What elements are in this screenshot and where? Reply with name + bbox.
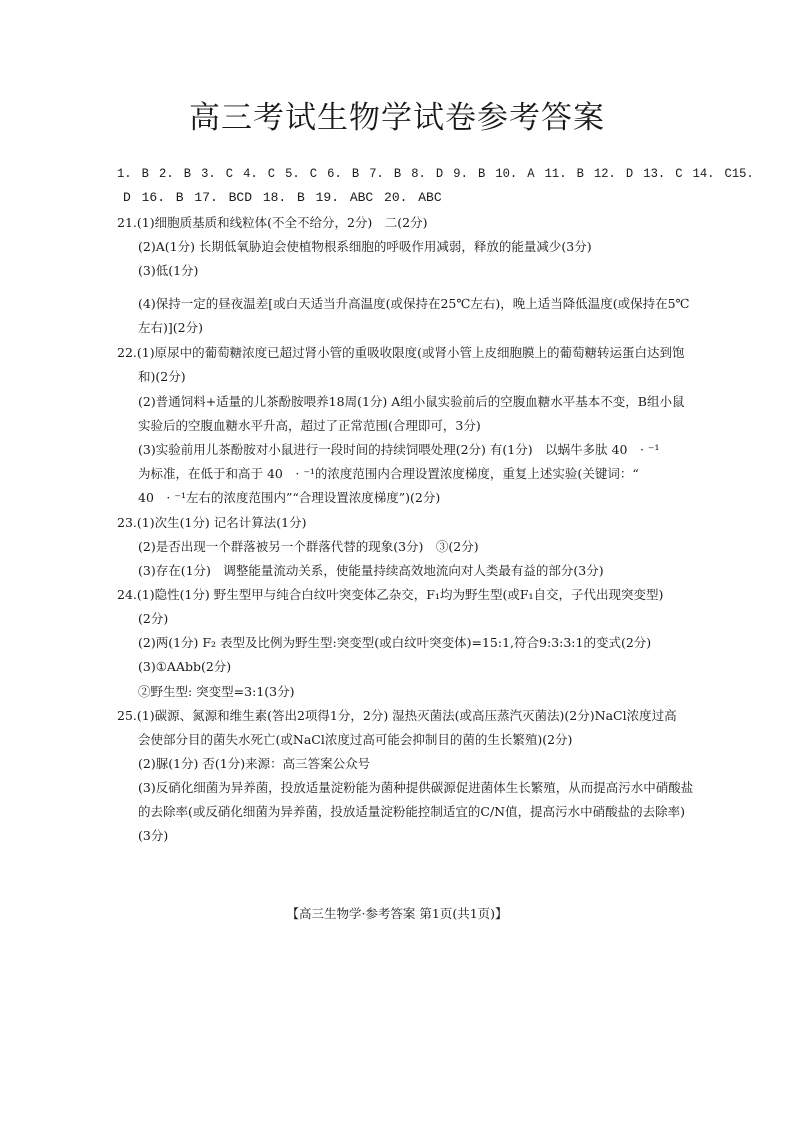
q21-part2: (2)A(1分) 长期低氧胁迫会使植物根系细胞的呼吸作用减弱，释放的能量减少(3分): [138, 239, 592, 254]
q23-part3: (3)存在(1分) 调整能量流动关系，使能量持续高效地流向对人类最有益的部分(3分): [138, 563, 604, 578]
q24-part1-line2: (2分): [138, 611, 169, 626]
q24-part2: (2)两(1分) F₂ 表型及比例为野生型:突变型(或白纹叶突变体)=15:1,符合9:3:3:1的变式(2分): [138, 635, 652, 650]
page-footer: 【高三生物学·参考答案 第1页(共1页)】: [286, 906, 508, 921]
q21-part3: (3)低(1分): [138, 263, 199, 278]
q24-part1-line1: 24.(1)隐性(1分) 野生型甲与纯合白纹叶突变体乙杂交，F₁均为野生型(或F₁自交，子代出现突变型): [117, 587, 664, 602]
q24-part3-line2: ②野生型: 突变型=3:1(3分): [138, 684, 295, 699]
q22-part3-line3: 40 · ⁻¹左右的浓度范围内”“合理设置浓度梯度”)(2分): [138, 490, 441, 505]
q22-part1-line1: 22.(1)原尿中的葡萄糖浓度已超过肾小管的重吸收限度(或肾小管上皮细胞膜上的葡萄糖转运蛋白达到饱: [117, 345, 685, 360]
q24-part3-line1: (3)①AAbb(2分): [138, 659, 232, 674]
page-title: 高三考试生物学试卷参考答案: [189, 100, 605, 136]
mc-answers-line-1: 1. B 2. B 3. C 4. C 5. C 6. B 7. B 8. D 9. B 10. A 11. B 12. D 13. C 14. C15.: [117, 166, 754, 181]
q21-part1: 21.(1)细胞质基质和线粒体(不全不给分，2分) 二(2分): [117, 215, 428, 230]
q22-part2-line2: 实验后的空腹血糖水平升高，超过了正常范围(合理即可，3分): [138, 418, 481, 433]
q23-part2: (2)是否出现一个群落被另一个群落代替的现象(3分) ③(2分): [138, 539, 479, 554]
q22-part3-line1: (3)实验前用儿茶酚胺对小鼠进行一段时间的持续饲喂处理(2分) 有(1分) 以蜗牛多肽 40 · ⁻¹: [138, 442, 660, 457]
q25-part3-line2: 的去除率(或反硝化细菌为异养菌，投放适量淀粉能控制适宜的C/N值，提高污水中硝酸盐的去除率): [138, 804, 685, 819]
q22-part1-line2: 和)(2分): [138, 369, 186, 384]
q25-part1-line1: 25.(1)碳源、氮源和维生素(答出2项得1分，2分) 湿热灭菌法(或高压蒸汽灭菌法)(2分)NaCl浓度过高: [117, 708, 677, 723]
q25-part2: (2)脲(1分) 否(1分)来源：高三答案公众号: [138, 756, 371, 771]
q22-part2-line1: (2)普通饲料+适量的儿茶酚胺喂养18周(1分) A组小鼠实验前后的空腹血糖水平基本不变，B组小鼠: [138, 394, 685, 409]
q21-part4-line2: 左右)](2分): [138, 320, 203, 335]
q25-part3-line3: (3分): [138, 828, 169, 843]
q23-part1: 23.(1)次生(1分) 记名计算法(1分): [117, 515, 307, 530]
q25-part1-line2: 会使部分目的菌失水死亡(或NaCl浓度过高可能会抑制目的菌的生长繁殖)(2分): [138, 732, 573, 747]
q21-part4-line1: (4)保持一定的昼夜温差[或白天适当升高温度(或保持在25℃左右)，晚上适当降低温度(或保持在5℃: [138, 296, 690, 311]
q22-part3-line2: 为标准，在低于和高于 40 · ⁻¹的浓度范围内合理设置浓度梯度，重复上述实验(关键词：“: [138, 466, 639, 481]
q25-part3-line1: (3)反硝化细菌为异养菌，投放适量淀粉能为菌种提供碳源促进菌体生长繁殖，从而提高污水中硝酸盐: [138, 780, 694, 795]
mc-answers-line-2: D 16. B 17. BCD 18. B 19. ABC 20. ABC: [123, 190, 442, 205]
